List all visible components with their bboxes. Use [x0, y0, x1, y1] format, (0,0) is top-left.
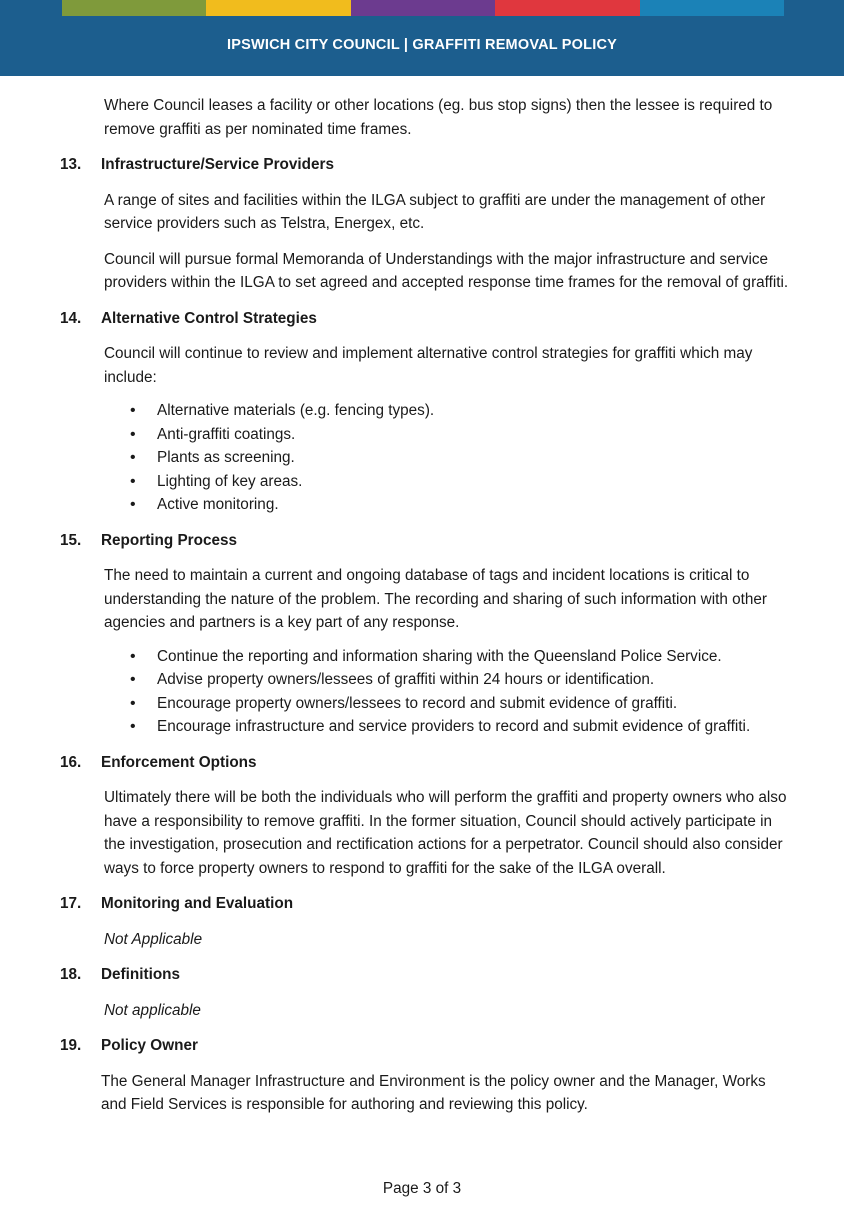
- section-number: 13.: [60, 156, 82, 173]
- bullet-list: [60, 645, 790, 739]
- section-title: Policy Owner: [101, 1037, 198, 1054]
- section-paragraph: Ultimately there will be both the individuals who will perform the graffiti and property owners who also have a responsibility to remove graffiti. In the former situation, Council should actively participate in the investigation, prosecution and rectification actions for a perpetrator. Council should also consider ways to force property owners to respond to graffiti for the sake of the ILGA overall.: [104, 789, 787, 877]
- section-title: Infrastructure/Service Providers: [101, 156, 334, 173]
- section-paragraph: Not Applicable: [104, 930, 203, 948]
- list-item: • Alternative materials (e.g. fencing types).: [60, 399, 790, 423]
- section-heading-18: [60, 963, 790, 987]
- stripe-blue: [640, 0, 784, 16]
- section-title: Monitoring and Evaluation: [101, 895, 294, 912]
- document-body: [60, 94, 790, 1117]
- section-number: 19.: [60, 1037, 82, 1054]
- page-header: [0, 0, 844, 76]
- list-item: • Lighting of key areas.: [60, 470, 790, 494]
- stripe-purple: [351, 0, 495, 16]
- list-item: • Encourage property owners/lessees to record and submit evidence of graffiti.: [60, 692, 790, 716]
- stripe-green: [62, 0, 206, 16]
- section-paragraph: The need to maintain a current and ongoing database of tags and incident locations is critical to understanding the nature of the problem. The recording and sharing of such information with other agencies and partners is a key part of any response.: [104, 567, 767, 631]
- section-number: 14.: [60, 309, 82, 327]
- list-item: • Encourage infrastructure and service providers to record and submit evidence of graffiti.: [60, 715, 790, 739]
- list-item: • Active monitoring.: [60, 493, 790, 517]
- list-item: • Continue the reporting and information sharing with the Queensland Police Service.: [60, 645, 790, 669]
- section-title: Reporting Process: [101, 531, 238, 549]
- section-heading-13: [60, 153, 790, 177]
- section-heading-19: [60, 1034, 790, 1058]
- bullet-list: [60, 399, 790, 517]
- header-title: IPSWICH CITY COUNCIL | GRAFFITI REMOVAL POLICY: [226, 37, 617, 53]
- list-item: • Plants as screening.: [60, 446, 790, 470]
- section-paragraph: Not applicable: [104, 1001, 201, 1019]
- list-item: • Anti-graffiti coatings.: [60, 423, 790, 447]
- list-item: • Advise property owners/lessees of graffiti within 24 hours or identification.: [60, 668, 790, 692]
- section-number: 16.: [60, 753, 82, 771]
- intro-paragraph: Where Council leases a facility or other locations (eg. bus stop signs) then the lessee is required to remove graffiti as per nominated time frames.: [104, 97, 773, 138]
- section-title: Alternative Control Strategies: [101, 309, 317, 327]
- section-number: 17.: [60, 895, 82, 912]
- section-heading-17: [60, 892, 790, 916]
- stripe-yellow: [206, 0, 350, 16]
- page-number: Page 3 of 3: [382, 1180, 462, 1197]
- section-paragraph: Council will continue to review and implement alternative control strategies for graffiti which may include:: [104, 345, 753, 386]
- section-heading-14: [60, 307, 790, 331]
- section-heading-15: [60, 529, 790, 553]
- section-number: 15.: [60, 531, 82, 549]
- section-paragraph: The General Manager Infrastructure and Environment is the policy owner and the Manager, Works and Field Services is responsible for authoring and reviewing this policy.: [101, 1072, 766, 1113]
- section-heading-16: [60, 751, 790, 775]
- section-number: 18.: [60, 966, 82, 983]
- color-stripe-bar: [62, 0, 784, 16]
- section-title: Definitions: [101, 966, 181, 983]
- stripe-red: [495, 0, 639, 16]
- section-title: Enforcement Options: [101, 753, 257, 771]
- section-paragraph: A range of sites and facilities within the ILGA subject to graffiti are under the management of other service providers such as Telstra, Energex, etc.: [104, 191, 766, 232]
- section-paragraph: Council will pursue formal Memoranda of Understandings with the major infrastructure and service providers within the ILGA to set agreed and accepted response time frames for the removal of graffiti.: [104, 250, 789, 291]
